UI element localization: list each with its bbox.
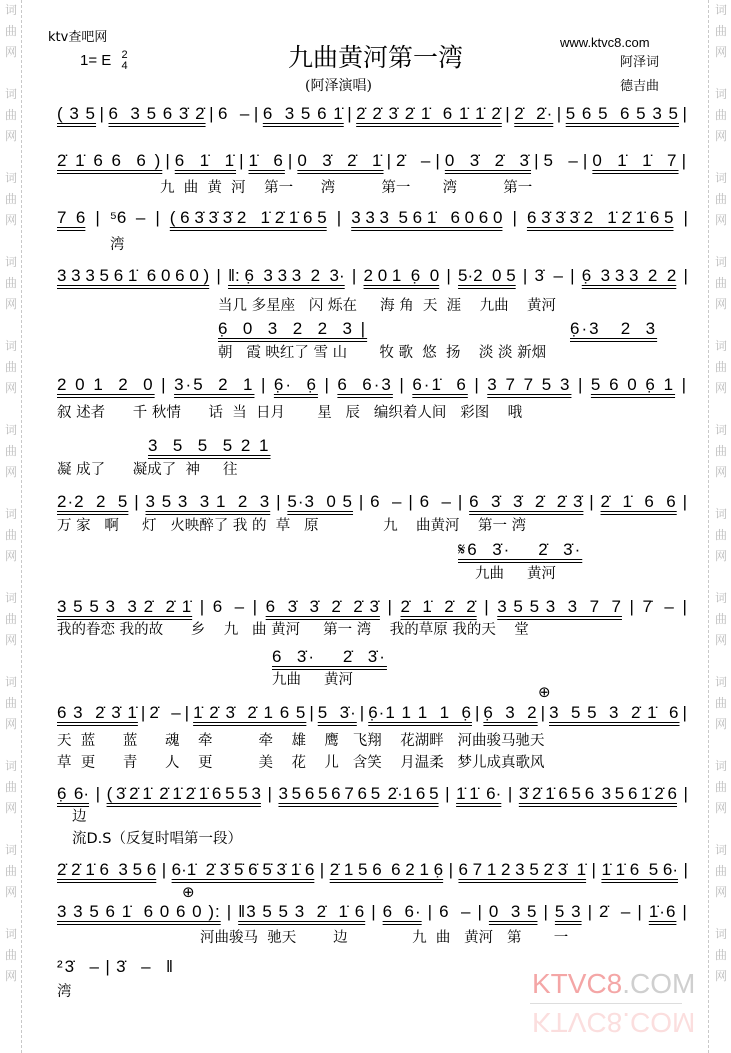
alternate-notation: 3 5 5 5 2 1 bbox=[148, 436, 271, 455]
lyric-line: 朝 霞 映红了 雪 山 牧 歌 悠 扬 淡 淡 新烟 bbox=[218, 345, 547, 361]
logo-main: KTVC8 bbox=[532, 968, 623, 999]
measure: 2̇ – bbox=[396, 151, 433, 170]
notation-row bbox=[57, 208, 688, 228]
bar-line: | bbox=[161, 860, 167, 879]
measure: 3 5 6 5 6 7 6 5 2̇·1 6 5 bbox=[278, 784, 439, 803]
measure: 2̇ 2̇ 3̇ 2̇ 1̇ 6 1̇ 1̇ 2̇ bbox=[356, 104, 502, 123]
lyric-line: 当几 多星座 闪 烁在 海 角 天 涯 九曲 黄河 bbox=[218, 298, 557, 314]
measure: 5 6 5 6 5 3 5 bbox=[565, 104, 679, 123]
bar-line: | bbox=[351, 266, 357, 285]
bar-line: | bbox=[276, 492, 282, 511]
measure: 2̇ 1 5 6 6 2 1 6̣ bbox=[329, 860, 444, 879]
bar-line: | bbox=[216, 266, 221, 285]
bar-line: | bbox=[587, 902, 593, 921]
bar-line: | bbox=[477, 902, 483, 921]
logo-divider bbox=[530, 1003, 682, 1004]
logo-suffix: .COM bbox=[622, 968, 696, 999]
measure: 2̇ 1̇ 6 6 bbox=[600, 492, 677, 511]
measure: 3·5 2 1 bbox=[174, 375, 255, 394]
bar-line: | bbox=[140, 703, 147, 722]
bar-line: | bbox=[543, 902, 549, 921]
measure: 0 3 5 bbox=[488, 902, 538, 921]
notation-row bbox=[57, 492, 688, 512]
bar-line: | bbox=[184, 703, 191, 722]
lyric-line: 我的眷恋 我的故 乡 九 曲 黄河 第一 湾 我的草原 我的天 堂 bbox=[57, 622, 529, 638]
site-name: ktv查吧网 bbox=[48, 30, 108, 45]
bar-line: | bbox=[556, 104, 563, 123]
lyric-line: 九 曲 黄 河 第一 湾 第一 湾 第一 bbox=[160, 180, 533, 196]
measure: 1̇ 1̇ 6 5 6· bbox=[601, 860, 678, 879]
bar-line: | bbox=[319, 860, 325, 879]
measure: 6 – bbox=[419, 492, 453, 511]
measure: 6 3 2̇ 3̇ 1̇ bbox=[57, 703, 138, 722]
coda-sign-2: ⊕ bbox=[182, 883, 195, 901]
measure: 5 3 bbox=[554, 902, 582, 921]
bar-line: | bbox=[226, 902, 233, 921]
bar-line: | bbox=[387, 597, 393, 616]
measure: 6̣ 6· bbox=[57, 784, 90, 803]
measure: 6 3̇ 3̇ 2̇ 2̇ 3̇ bbox=[469, 492, 584, 511]
time-bottom: 4 bbox=[121, 60, 128, 72]
measure: ( 3̇ 2̇ 1̇ 2̇ 1̇ 2̇ 1̇ 6 5 5 3 bbox=[106, 784, 261, 803]
bar-line: | bbox=[682, 492, 688, 511]
measure: 6 3 5 6 1̇ bbox=[262, 104, 344, 123]
measure: 3 3 3 5 6 1̇ 6 0 6 0 bbox=[351, 208, 503, 227]
measure: 6 6· bbox=[382, 902, 422, 921]
logo-reflection: KTVC8.COM bbox=[532, 1007, 696, 1038]
measure: 6 3̇ 3̇ 2̇ 2̇ 3̇ bbox=[265, 597, 380, 616]
bar-line: | bbox=[95, 208, 100, 227]
bar-line: | bbox=[267, 784, 272, 803]
alternate-notation: 𝄋6 3̇· 2̇ 3̇· bbox=[458, 540, 583, 559]
lyric-line: 边 bbox=[72, 809, 87, 825]
notation-row bbox=[57, 860, 688, 880]
lyric-line: 天 蓝 蓝 魂 牵 牵 雄 鹰 飞翔 花湖畔 河曲骏马驰天 bbox=[57, 733, 545, 749]
bar-line: | bbox=[683, 266, 688, 285]
song-title: 九曲黄河第一湾 bbox=[288, 43, 464, 72]
measure: 6·1̇ 6 bbox=[412, 375, 468, 394]
measure: 2 0 1 6̣ 0 bbox=[363, 266, 440, 285]
bar-line: | bbox=[386, 151, 393, 170]
lyric-line: 九曲 黄河 bbox=[475, 566, 557, 582]
bar-line: | bbox=[681, 375, 688, 394]
measure: 3̇ – ‖ bbox=[116, 957, 175, 976]
measure: 2̇ 2̇ 1̇ 6 3 5 6 bbox=[57, 860, 157, 879]
bar-line: | bbox=[427, 902, 434, 921]
lyric-line: 叙 述者 千 秋情 话 当 日月 星 辰 编织着人间 彩图 哦 bbox=[57, 405, 523, 421]
measure: 5 – bbox=[543, 151, 580, 170]
measure: 3 5 3 3 1 2 3 bbox=[145, 492, 271, 511]
measure: 6̣·1 1 1 1 6̣ bbox=[368, 703, 472, 722]
bar-line: | bbox=[445, 784, 450, 803]
measure: ( 6 3̇ 3̇ 3̇ 2 1̇ 2̇ 1̇ 6 5 bbox=[169, 208, 327, 227]
bar-line: | bbox=[683, 784, 688, 803]
bar-line: | bbox=[474, 375, 481, 394]
measure: 6 1̇ 1̇ bbox=[174, 151, 237, 170]
bar-line: | bbox=[681, 151, 688, 170]
bar-line: | bbox=[507, 784, 513, 803]
lyric-line: 凝 成了 凝成了 神 往 bbox=[57, 462, 238, 478]
bar-line: | bbox=[577, 375, 585, 394]
measure: 3 5 5 3 3 2̇ 2̇ 1̇ bbox=[57, 597, 193, 616]
notation-row bbox=[57, 266, 688, 286]
notation-row bbox=[57, 375, 688, 395]
bar-line: | bbox=[683, 860, 688, 879]
bar-line: | bbox=[474, 703, 481, 722]
measure: 2̇ 2̇· bbox=[514, 104, 554, 123]
measure: 6 3 5 6 3̇ 2̇ bbox=[108, 104, 206, 123]
site-url: www.ktvc8.com bbox=[560, 35, 650, 50]
bar-line: | bbox=[682, 703, 688, 722]
measure: 6̣ 3 2 bbox=[483, 703, 538, 722]
measure: 2 0 1 2 0 bbox=[57, 375, 155, 394]
bar-line: | bbox=[165, 151, 172, 170]
side-watermark-right: 词 曲 网 词 曲 网 词 曲 网 词 曲 网 词 曲 网 词 曲 网 词 曲 网 词 曲 网 词 曲 网 词 曲 网 词 曲 网 词 曲 网 bbox=[714, 3, 727, 983]
measure: 6 7 1 2 3 5 2̇ 3̇ 1̇ bbox=[458, 860, 587, 879]
bar-line: | bbox=[324, 375, 331, 394]
bar-line: | bbox=[682, 597, 688, 616]
measure: 1̇ 6 bbox=[248, 151, 285, 170]
bar-line: | bbox=[682, 902, 688, 921]
measure: 0 3̇ 2̇ 3̇ bbox=[444, 151, 532, 170]
bar-line: | bbox=[522, 266, 528, 285]
bar-line: | bbox=[446, 266, 451, 285]
bar-line: | bbox=[155, 208, 160, 227]
bar-line: | bbox=[99, 104, 105, 123]
measure: 6 – bbox=[439, 902, 472, 921]
alternate-notation: 6̣·3 2 3 bbox=[570, 319, 658, 338]
notation-row bbox=[57, 902, 688, 922]
measure: 5 6 0 6̣ 1 bbox=[590, 375, 676, 394]
bar-line: | bbox=[408, 492, 414, 511]
measure: 6 – bbox=[212, 597, 246, 616]
coda-sign: ⊕ bbox=[538, 683, 551, 701]
measure: 6̣ 3 3 3 2 2 bbox=[581, 266, 677, 285]
measure: ‖3 5 5 3 2̇ 1̇ 6 bbox=[238, 902, 366, 921]
bar-line: | bbox=[253, 104, 260, 123]
measure: 7 6 bbox=[57, 208, 86, 227]
bar-line: | bbox=[582, 151, 590, 170]
singer: (阿泽演唱) bbox=[305, 78, 372, 94]
lyric-line: 河曲骏马 驰天 边 九 曲 黄河 第 一 bbox=[200, 930, 569, 946]
measure: 2̇ – bbox=[599, 902, 632, 921]
bar-line: | bbox=[683, 208, 688, 227]
bar-line: | bbox=[512, 208, 517, 227]
measure: 3̇ – bbox=[534, 266, 563, 285]
bar-line: | bbox=[637, 902, 643, 921]
measure: 3 7 7 5 3 bbox=[487, 375, 572, 394]
notation-row bbox=[57, 151, 688, 171]
bar-line: | bbox=[371, 902, 377, 921]
measure: 6 6·3 bbox=[337, 375, 393, 394]
measure: 3 3 5 6 1̇ 6 0 6 0 ): bbox=[57, 902, 221, 921]
bar-line: | bbox=[134, 492, 140, 511]
bar-line: | bbox=[589, 492, 595, 511]
bar-line: | bbox=[591, 860, 596, 879]
bar-line: | bbox=[484, 597, 490, 616]
bar-line: | bbox=[358, 492, 365, 511]
measure: ⁵6 – bbox=[109, 208, 146, 227]
measure: ²3̇ – bbox=[57, 957, 102, 976]
margin-divider-left bbox=[21, 0, 22, 1053]
bar-line: | bbox=[161, 375, 168, 394]
measure: 3̇ 2̇ 1̇ 6 5 6 3 5 6 1̇ 2̇ 6 bbox=[518, 784, 677, 803]
measure: 6 3̇ 3̇ 3̇ 2 1̇ 2̇ 1̇ 6 5 bbox=[526, 208, 674, 227]
measure: 1̇ 1̇ 6· bbox=[456, 784, 502, 803]
bar-line: | bbox=[239, 151, 246, 170]
measure: 3 3 3 5 6 1̇ 6 0 6 0 ) bbox=[57, 266, 210, 285]
lyric-line: 湾 bbox=[110, 237, 125, 253]
key-label: 1= E bbox=[80, 51, 112, 69]
bar-line: | bbox=[95, 784, 101, 803]
alternate-notation: 6̣ 0 3 2 2 3 | bbox=[218, 319, 368, 338]
measure: 6̣· 6̣ bbox=[273, 375, 318, 394]
measure: 2̇ – bbox=[149, 703, 182, 722]
measure: 5·2 0 5 bbox=[458, 266, 516, 285]
measure: 0 1̇ 1̇ 7 bbox=[592, 151, 679, 170]
notation-row bbox=[57, 104, 688, 124]
bar-line: | bbox=[629, 597, 635, 616]
lyricist: 阿泽词 bbox=[620, 55, 660, 70]
measure: 6·1̇ 2̇ 3̇ 5̇ 6̇ 5̇ 3̇ 1̇ 6 bbox=[171, 860, 315, 879]
bar-line: | bbox=[347, 104, 353, 123]
bar-line: | bbox=[448, 860, 453, 879]
measure: 3 5 5 3 2̇ 1̇ 6 bbox=[549, 703, 680, 722]
bar-line: | bbox=[105, 957, 112, 976]
lyric-line: 湾 bbox=[57, 984, 72, 1000]
bar-line: | bbox=[287, 151, 295, 170]
measure: 2·2 2 5 bbox=[57, 492, 129, 511]
measure: 1̇·6 bbox=[648, 902, 677, 921]
bar-line: | bbox=[252, 597, 259, 616]
bar-line: | bbox=[309, 703, 315, 722]
measure: 1̇ 2̇ 3̇ 2̇ 1 6 5 bbox=[193, 703, 307, 722]
bar-line: | bbox=[435, 151, 442, 170]
bar-line: | bbox=[199, 597, 206, 616]
measure: 2̇ 1̇ 2̇ 2̇ bbox=[400, 597, 477, 616]
notation-row bbox=[57, 703, 688, 723]
measure: ‖: 6̣ 3 3 3 2 3· bbox=[228, 266, 345, 285]
bar-line: | bbox=[540, 703, 547, 722]
bar-line: | bbox=[682, 104, 688, 123]
lyric-line: 万 家 啊 灯 火映醉了 我 的 草 原 九 曲黄河 第一 湾 bbox=[57, 518, 527, 534]
alternate-notation: 6 3̇· 2̇ 3̇· bbox=[272, 647, 387, 666]
lyric-line: 九曲 黄河 bbox=[272, 672, 354, 688]
margin-divider-right bbox=[708, 0, 709, 1053]
measure: 0 3̇ 2̇ 1̇ bbox=[297, 151, 384, 170]
measure: 6 – bbox=[218, 104, 251, 123]
measure: 3 5 5 3 3 7 7 bbox=[497, 597, 622, 616]
bar-line: | bbox=[534, 151, 541, 170]
bar-line: | bbox=[260, 375, 268, 394]
measure: 5 3̇· bbox=[317, 703, 357, 722]
bar-line: | bbox=[336, 208, 342, 227]
bar-line: | bbox=[457, 492, 464, 511]
time-signature bbox=[121, 50, 127, 72]
bar-line: | bbox=[209, 104, 215, 123]
key-signature bbox=[80, 50, 128, 72]
time-top: 2 bbox=[121, 49, 128, 61]
notation-row bbox=[57, 784, 688, 804]
measure: 7̇ – bbox=[642, 597, 675, 616]
lyric-line: 草 更 青 人 更 美 花 儿 含笑 月温柔 梦儿成真歌风 bbox=[57, 755, 545, 771]
bar-line: | bbox=[505, 104, 511, 123]
measure: 6 – bbox=[370, 492, 403, 511]
composer: 德吉曲 bbox=[620, 79, 660, 94]
notation-row bbox=[57, 597, 688, 617]
measure: ( 3 5 bbox=[57, 104, 97, 123]
lyric-line: 流D.S（反复时唱第一段） bbox=[72, 831, 242, 847]
bar-line: | bbox=[570, 266, 575, 285]
notation-row bbox=[57, 957, 175, 977]
measure: 2̇ 1̇ 6 6 6 ) bbox=[57, 151, 163, 170]
bar-line: | bbox=[399, 375, 406, 394]
measure: 5·3 0 5 bbox=[287, 492, 354, 511]
site-logo bbox=[532, 968, 695, 1000]
side-watermark-left: 词 曲 网 词 曲 网 词 曲 网 词 曲 网 词 曲 网 词 曲 网 词 曲 网 词 曲 网 词 曲 网 词 曲 网 词 曲 网 词 曲 网 bbox=[4, 3, 17, 983]
bar-line: | bbox=[359, 703, 366, 722]
